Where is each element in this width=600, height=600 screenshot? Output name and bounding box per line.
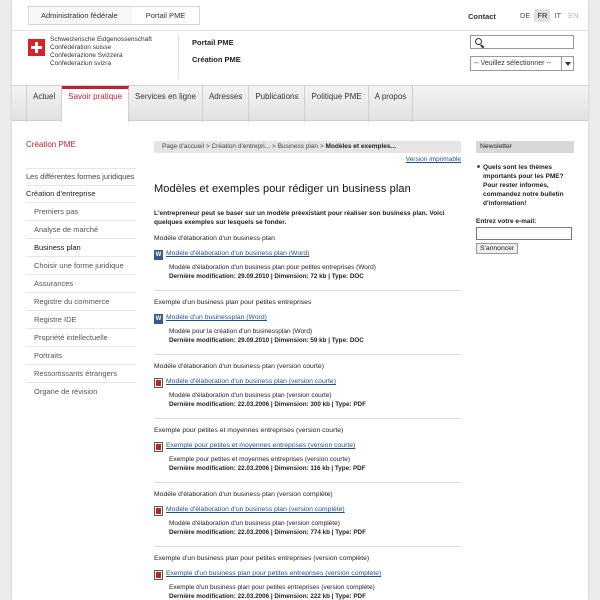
sidebar-item-creation-entreprise[interactable]: Création d'entreprise [26,185,136,202]
newsletter-box [476,141,574,254]
email-label: Entrez votre e-mail: [476,218,537,225]
main-content [154,141,461,600]
pdf-document-icon[interactable] [154,506,163,516]
pdf-document-icon[interactable] [154,378,163,388]
logo-line: Schweizerische Eidgenossenschaft [50,36,152,43]
document-row [154,250,461,261]
newsletter-text: Quels sont les thèmes importants pour les PME? Pour rester informés, commandez notre bulletin d'information! [476,163,574,208]
logo-line: Confederaziun svizra [50,60,112,67]
sidebar-item-formes-juridiques[interactable]: Les différentes formes juridiques [26,168,136,185]
sidebar-subitem[interactable]: Analyse de marché [26,220,136,238]
topic-select-value: -- Veuillez sélectionner -- [474,60,552,67]
document-row [154,378,461,389]
lang-en: EN [568,11,579,20]
lang-it[interactable]: IT [554,11,562,20]
site-subtitle: Création PME [192,55,241,64]
sidebar-subitem[interactable]: Assurances [26,274,136,292]
content-breadcrumb-current: Modèles et exemples... [325,143,396,150]
search-input[interactable] [471,36,573,48]
lang-fr[interactable]: FR [534,9,550,22]
topic-select[interactable] [470,56,574,71]
document-section [154,235,461,291]
lang-de[interactable]: DE [520,11,531,20]
document-description: Exemple d'un business plan pour petites entreprises (version complète) [169,584,375,591]
nav-politique-pme[interactable]: Politique PME [305,86,368,122]
sidebar-subitem[interactable]: Portraits [26,346,136,364]
sidebar-subitem[interactable]: Ressortissants étrangers [26,364,136,382]
document-section [154,299,461,355]
document-metadata: Dernière modification: 22.03.2006 | Dimension: 774 kb | Type: PDF [169,529,366,536]
content-breadcrumb [154,141,461,153]
nav-a-propos[interactable]: A propos [369,86,414,122]
intro-text: L'entrepreneur peut se baser sur un modèle préexistant pour réaliser son business plan. Voici quelques exemples sur lesquels se fonder. [154,210,445,226]
sidebar-subitem[interactable]: Registre du commerce [26,292,136,310]
section-title: Modèle d'élaboration d'un business plan (version courte) [154,363,324,370]
document-description: Modèle d'élaboration d'un business plan (version complète) [169,520,340,527]
top-bar [12,0,588,30]
search-field[interactable] [470,35,574,49]
swiss-flag-icon[interactable] [28,39,45,56]
crumb-portal[interactable]: Portail PME [132,7,200,24]
document-link[interactable]: Modèle d'un businessplan (Word) [166,314,267,321]
content-breadcrumb-path[interactable]: Page d'accueil > Création d'entrepri... > Business plan > [162,143,326,150]
section-title: Modèle d'élaboration d'un business plan [154,235,275,242]
nav-adresses[interactable]: Adresses [203,86,249,122]
document-metadata: Dernière modification: 22.03.2006 | Dimension: 222 kb | Type: PDF [169,593,366,600]
sidebar [26,140,136,400]
sidebar-subitem[interactable]: Premiers pas [26,202,136,220]
document-description: Modèle pour la création d'un businessplan (Word) [169,328,313,335]
sidebar-title[interactable]: Création PME [26,140,76,149]
search-icon[interactable] [475,38,482,45]
document-section [154,555,461,600]
document-metadata: Dernière modification: 29.09.2010 | Dimension: 59 kb | Type: DOC [169,337,364,344]
portal-title[interactable]: Portail PME [192,38,234,47]
document-metadata: Dernière modification: 29.09.2010 | Dimension: 72 kb | Type: DOC [169,273,364,280]
document-link[interactable]: Exemple d'un business plan pour petites entreprises (version complète) [166,570,382,577]
logo-line: Confédération suisse [50,44,112,51]
document-link[interactable]: Exemple pour petites et moyennes entreprises (version courte) [166,442,356,449]
document-description: Exemple pour petites et moyennes entreprises (version courte) [169,456,351,463]
pdf-document-icon[interactable] [154,442,163,452]
sidebar-subitem[interactable]: Organe de révision [26,382,136,400]
sidebar-subitem[interactable]: Choisir une forme juridique [26,256,136,274]
email-field[interactable] [476,227,572,240]
document-row [154,570,461,581]
document-metadata: Dernière modification: 22.03.2006 | Dimension: 116 kb | Type: PDF [169,465,366,472]
document-metadata: Dernière modification: 22.03.2006 | Dimension: 300 kb | Type: PDF [169,401,366,408]
header-divider [178,34,179,79]
section-title: Modèle d'élaboration d'un business plan (version complète) [154,491,333,498]
document-description: Modèle d'élaboration d'un business plan pour petites entreprises (Word) [169,264,376,271]
printable-version-link[interactable]: Version imprimable [405,156,461,163]
word-document-icon[interactable] [154,314,163,324]
document-description: Modèle d'élaboration d'un business plan (version courte) [169,392,332,399]
sidebar-subitem[interactable]: Propriété intellectuelle [26,328,136,346]
document-row [154,506,461,517]
document-link[interactable]: Modèle d'élaboration d'un business plan (Word) [166,250,310,257]
breadcrumb [28,6,200,25]
newsletter-title: Newsletter [476,141,574,153]
logo-line: Confederazione Svizzera [50,52,123,59]
section-title: Exemple pour petites et moyennes entreprises (version courte) [154,427,344,434]
contact-link[interactable]: Contact [468,12,496,21]
nav-savoir-pratique[interactable]: Savoir pratique [62,86,129,122]
sidebar-subitem[interactable]: Registre IDE [26,310,136,328]
document-section [154,363,461,419]
main-nav [12,85,588,121]
chevron-down-icon[interactable] [561,57,573,70]
nav-actuel[interactable]: Actuel [26,86,62,122]
document-row [154,314,461,325]
nav-publications[interactable]: Publications [249,86,305,122]
document-link[interactable]: Modèle d'élaboration d'un business plan (version complète) [166,506,345,513]
document-link[interactable]: Modèle d'élaboration d'un business plan (version courte) [166,378,336,385]
header [12,30,588,85]
document-section [154,427,461,483]
section-title: Exemple d'un business plan pour petites entreprises [154,299,312,306]
page-title: Modèles et exemples pour rédiger un business plan [154,183,411,195]
nav-services-en-ligne[interactable]: Services en ligne [129,86,203,122]
page [12,0,588,600]
sidebar-subitem-current[interactable]: Business plan [26,238,136,256]
word-document-icon[interactable] [154,250,163,260]
language-switcher [517,9,583,22]
subscribe-button[interactable]: S'annoncer [476,243,518,254]
crumb-federal-admin[interactable]: Administration fédérale [29,7,132,24]
section-title: Exemple d'un business plan pour petites entreprises (version complète) [154,555,370,562]
document-section [154,491,461,547]
logo-text[interactable] [50,36,160,68]
pdf-document-icon[interactable] [154,570,163,580]
document-row [154,442,461,453]
